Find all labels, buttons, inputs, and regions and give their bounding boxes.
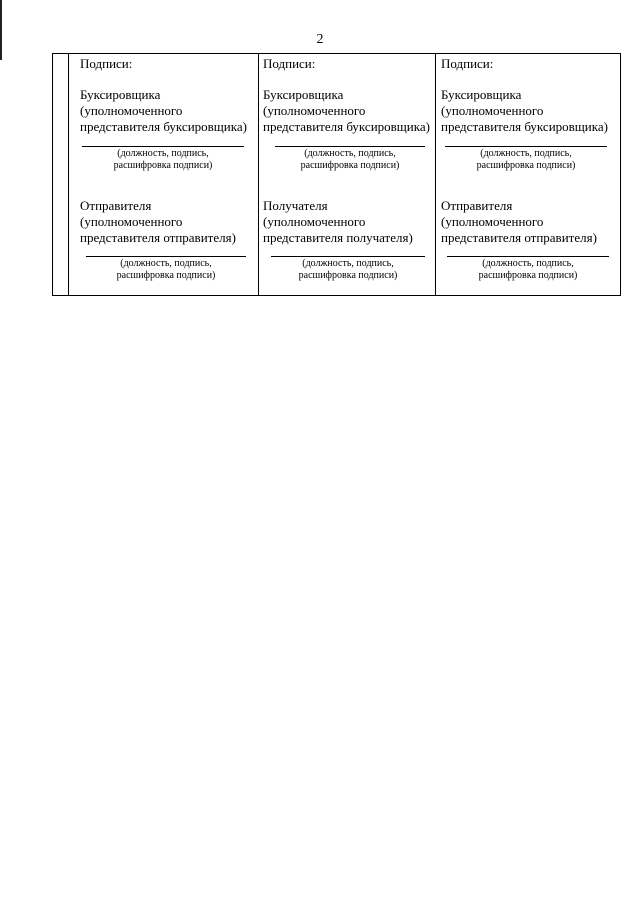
sender-signature-block bbox=[441, 198, 597, 246]
tug-operator-signature-block bbox=[80, 87, 247, 135]
scan-edge-mark bbox=[0, 0, 2, 60]
signature-caption: (должность, подпись, расшифровка подписи) bbox=[300, 148, 400, 171]
signature-column-1 bbox=[80, 54, 256, 295]
signatures-table bbox=[52, 53, 621, 296]
signature-line bbox=[86, 256, 246, 257]
tug-operator-signature-block bbox=[263, 87, 430, 135]
party-subtitle: (уполномоченного bbox=[80, 103, 183, 118]
signature-line bbox=[445, 146, 607, 147]
party-title: Буксировщика bbox=[263, 87, 344, 102]
recipient-signature-block bbox=[263, 198, 413, 246]
column-divider-2 bbox=[435, 54, 436, 295]
party-subtitle: представителя буксировщика) bbox=[441, 119, 608, 134]
signature-line bbox=[447, 256, 609, 257]
party-subtitle: представителя отправителя) bbox=[80, 230, 236, 245]
signature-caption: (должность, подпись, расшифровка подписи) bbox=[478, 258, 578, 281]
signature-caption: (должность, подпись, расшифровка подписи) bbox=[113, 148, 213, 171]
party-subtitle: представителя буксировщика) bbox=[263, 119, 430, 134]
signature-column-2 bbox=[263, 54, 433, 295]
signature-line bbox=[82, 146, 244, 147]
tug-operator-signature-block bbox=[441, 87, 608, 135]
party-subtitle: (уполномоченного bbox=[441, 103, 544, 118]
party-subtitle: представителя буксировщика) bbox=[80, 119, 247, 134]
signatures-heading: Подписи: bbox=[441, 56, 494, 71]
signature-caption: (должность, подпись, расшифровка подписи) bbox=[476, 148, 576, 171]
page-number: 2 bbox=[316, 32, 324, 47]
signatures-heading: Подписи: bbox=[80, 56, 133, 71]
signatures-heading: Подписи: bbox=[263, 56, 316, 71]
margin-column-divider bbox=[68, 54, 69, 295]
party-title: Отправителя bbox=[441, 198, 513, 213]
signature-line bbox=[275, 146, 425, 147]
party-title: Получателя bbox=[263, 198, 328, 213]
party-subtitle: (уполномоченного bbox=[441, 214, 544, 229]
party-subtitle: (уполномоченного bbox=[263, 103, 366, 118]
party-subtitle: представителя получателя) bbox=[263, 230, 413, 245]
signature-line bbox=[271, 256, 425, 257]
party-title: Отправителя bbox=[80, 198, 152, 213]
party-subtitle: представителя отправителя) bbox=[441, 230, 597, 245]
signature-column-3 bbox=[441, 54, 619, 295]
sender-signature-block bbox=[80, 198, 236, 246]
party-subtitle: (уполномоченного bbox=[80, 214, 183, 229]
signature-caption: (должность, подпись, расшифровка подписи) bbox=[298, 258, 398, 281]
signature-caption: (должность, подпись, расшифровка подписи) bbox=[116, 258, 216, 281]
party-title: Буксировщика bbox=[80, 87, 161, 102]
column-divider-1 bbox=[258, 54, 259, 295]
party-title: Буксировщика bbox=[441, 87, 522, 102]
party-subtitle: (уполномоченного bbox=[263, 214, 366, 229]
